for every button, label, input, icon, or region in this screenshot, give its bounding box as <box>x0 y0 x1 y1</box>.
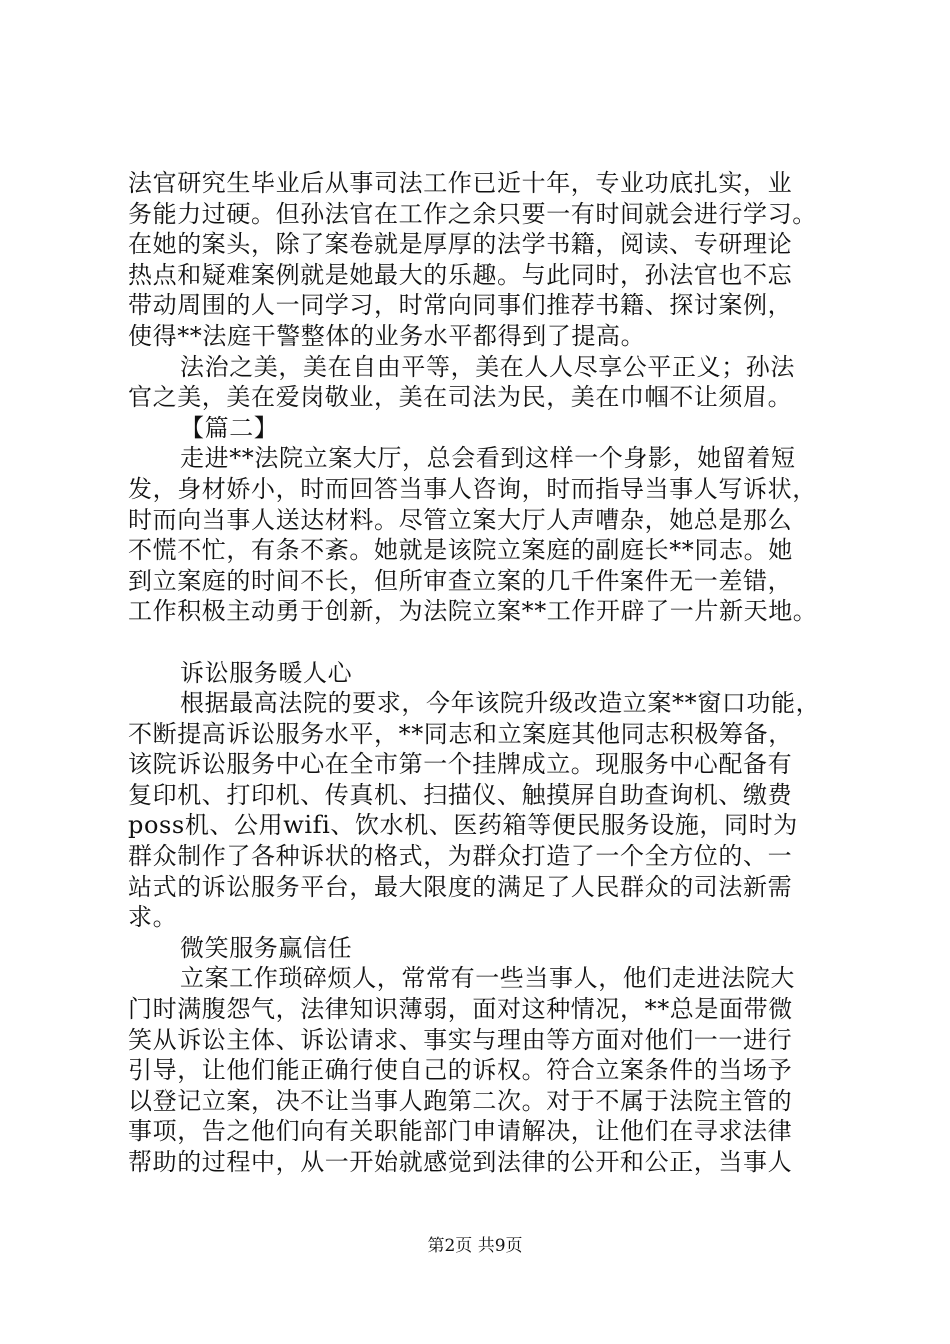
text-line: 不慌不忙，有条不紊。她就是该院立案庭的副庭长**同志。她 <box>128 536 793 565</box>
paragraph-first-line: 走进**法院立案大厅，总会看到这样一个身影，她留着短 <box>180 444 796 473</box>
text-line: 求。 <box>128 903 178 932</box>
text-line: 官之美，美在爱岗敬业，美在司法为民，美在巾帼不让须眉。 <box>128 383 793 412</box>
text-line: 事项，告之他们向有关职能部门申请解决，让他们在寻求法律 <box>128 1117 793 1146</box>
text-line: 带动周围的人一同学习，时常向同事们推荐书籍、探讨案例， <box>128 291 793 320</box>
text-line: 复印机、打印机、传真机、扫描仪、触摸屏自助查询机、缴费 <box>128 780 793 809</box>
page-number-footer: 第2页 共9页 <box>427 1236 523 1256</box>
section-heading: 【篇二】 <box>180 413 279 442</box>
paragraph-first-line: 立案工作琐碎烦人，常常有一些当事人，他们走进法院大 <box>180 964 795 993</box>
text-line: 群众制作了各种诉状的格式，为群众打造了一个全方位的、一 <box>128 842 793 871</box>
text-line: 不断提高诉讼服务水平，**同志和立案庭其他同志积极筹备， <box>128 719 793 748</box>
paragraph-first-line: 法治之美，美在自由平等，美在人人尽享公平正义；孙法 <box>180 352 795 381</box>
text-line: 热点和疑难案例就是她最大的乐趣。与此同时，孙法官也不忘 <box>128 260 793 289</box>
text-line: 发，身材娇小，时而回答当事人咨询，时而指导当事人写诉状， <box>128 474 817 503</box>
text-line: 在她的案头，除了案卷就是厚厚的法学书籍，阅读、专研理论 <box>128 230 793 259</box>
text-line: 该院诉讼服务中心在全市第一个挂牌成立。现服务中心配备有 <box>128 750 793 779</box>
document-body <box>128 168 828 1178</box>
text-line: poss机、公用wifi、饮水机、医药箱等便民服务设施，同时为 <box>128 811 798 840</box>
paragraph-first-line: 根据最高法院的要求，今年该院升级改造立案**窗口功能， <box>180 689 821 718</box>
text-line: 以登记立案，决不让当事人跑第二次。对于不属于法院主管的 <box>128 1086 793 1115</box>
text-line: 笑从诉讼主体、诉讼请求、事实与理由等方面对他们一一进行 <box>128 1025 793 1054</box>
text-line: 使得**法庭干警整体的业务水平都得到了提高。 <box>128 321 646 350</box>
text-line: 工作积极主动勇于创新，为法院立案**工作开辟了一片新天地。 <box>128 597 818 626</box>
text-line: 法官研究生毕业后从事司法工作已近十年，专业功底扎实，业 <box>128 169 793 197</box>
text-line: 帮助的过程中，从一开始就感觉到法律的公开和公正，当事人 <box>128 1148 793 1176</box>
subheading: 诉讼服务暖人心 <box>180 658 353 687</box>
text-line: 门时满腹怨气，法律知识薄弱，面对这种情况，**总是面带微 <box>128 995 793 1024</box>
subheading: 微笑服务赢信任 <box>180 933 353 962</box>
text-line: 时而向当事人送达材料。尽管立案大厅人声嘈杂，她总是那么 <box>128 505 793 534</box>
text-line: 引导，让他们能正确行使自己的诉权。符合立案条件的当场予 <box>128 1056 793 1085</box>
text-line: 到立案庭的时间不长，但所审查立案的几千件案件无一差错， <box>128 566 793 595</box>
text-line: 务能力过硬。但孙法官在工作之余只要一有时间就会进行学习。 <box>128 199 817 228</box>
text-line: 站式的诉讼服务平台，最大限度的满足了人民群众的司法新需 <box>128 872 793 901</box>
paragraph-spacer <box>128 627 828 658</box>
